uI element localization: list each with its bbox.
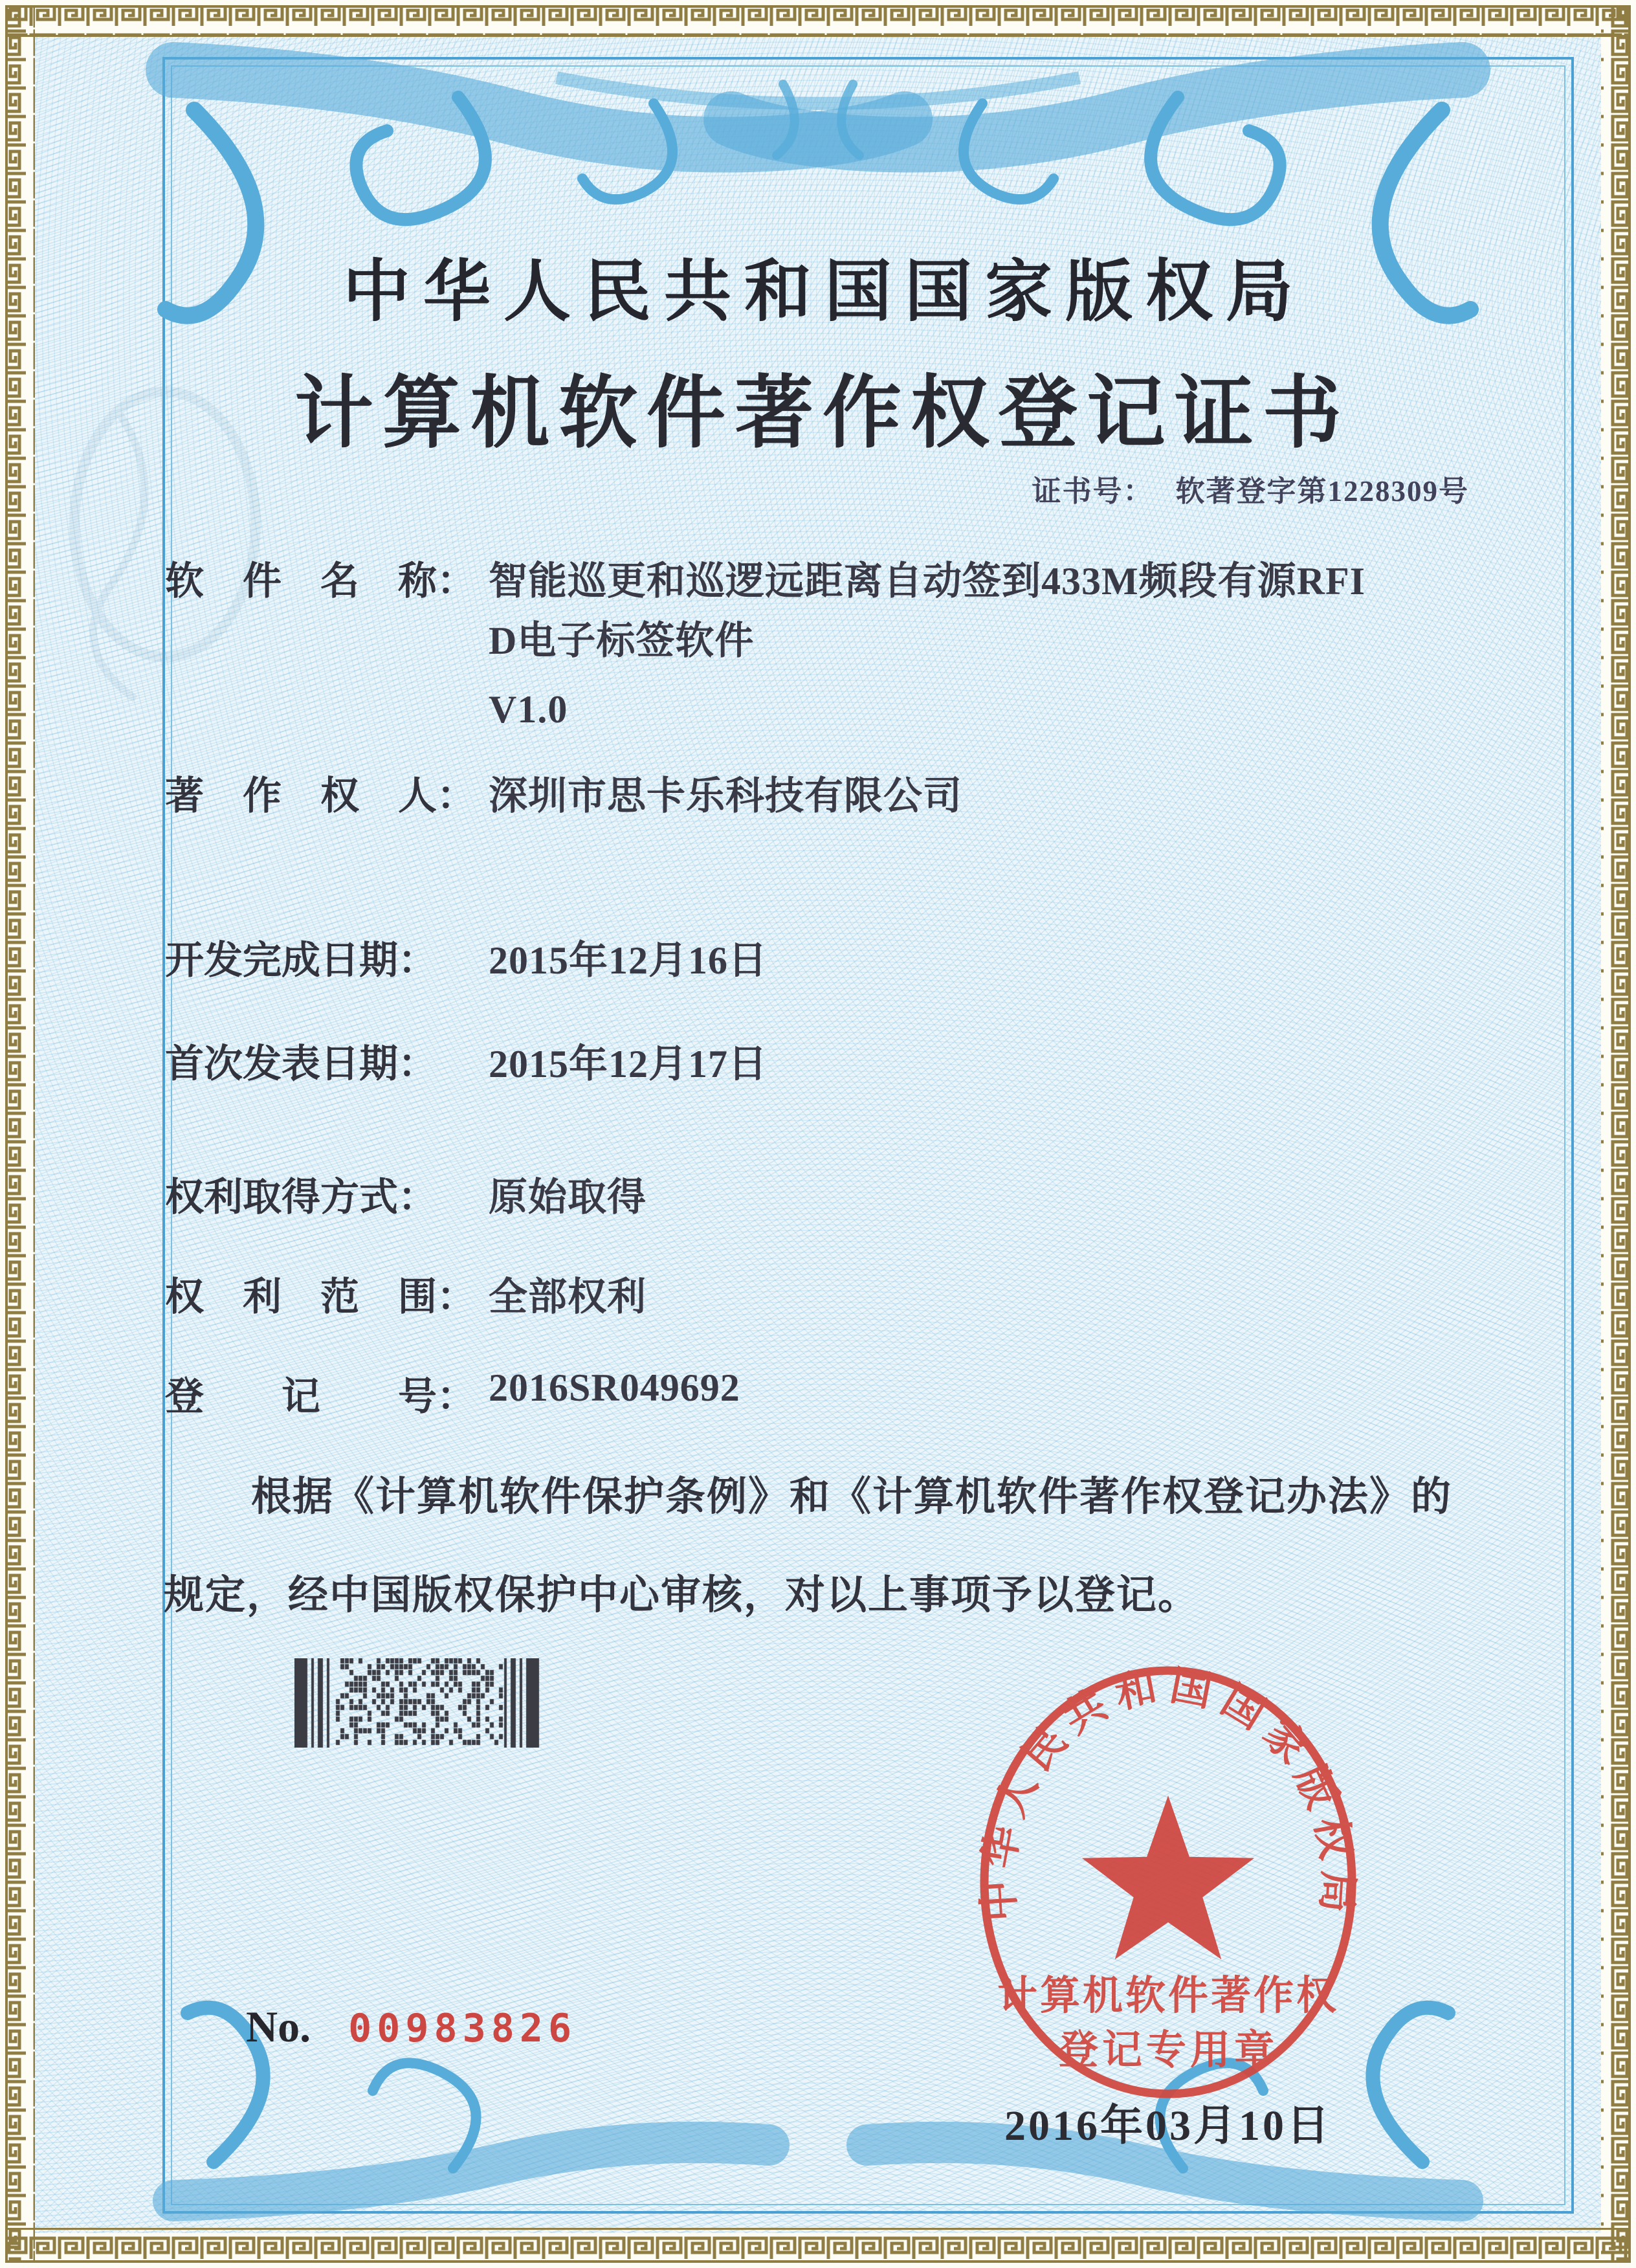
field-label: 软 件 名 称： xyxy=(165,560,476,603)
certificate-number-value: 软著登字第1228309号 xyxy=(1175,475,1469,507)
flourish-top-center xyxy=(557,78,1079,104)
software-version: V1.0 xyxy=(489,688,568,731)
field-value: 原始取得 xyxy=(489,1176,647,1219)
field-value: 2015年12月16日 xyxy=(489,939,768,982)
field-copyright-owner xyxy=(165,765,962,821)
certificate-number-line xyxy=(1032,467,1469,509)
serial-number-value: 00983826 xyxy=(348,2006,577,2051)
seal-text-line1: 计算机软件著作权 xyxy=(997,1974,1340,2018)
greek-key-bottom xyxy=(5,2230,1631,2260)
field-label: 开发完成日期： xyxy=(165,939,437,982)
star-icon xyxy=(1082,1796,1254,1959)
field-first-publication-date xyxy=(165,1033,768,1089)
field-label: 权 利 范 围： xyxy=(165,1276,476,1318)
border-rail-right xyxy=(1628,5,1631,2263)
barcode xyxy=(294,1658,542,1748)
statement-line1: 根据《计算机软件保护条例》和《计算机软件著作权登记办法》的 xyxy=(251,1475,1453,1519)
greek-key-left xyxy=(5,5,35,2263)
certificate-title: 计算机软件著作权登记证书 xyxy=(294,370,1351,458)
border-rail-bottom xyxy=(5,2260,1631,2263)
issuing-authority: 中华人民共和国国家版权局 xyxy=(342,255,1306,329)
field-label: 权利取得方式： xyxy=(165,1176,437,1219)
official-seal xyxy=(967,1658,1369,2111)
seal-date: 2016年03月10日 xyxy=(1004,2102,1332,2150)
seal-arc-text: 中华人民共和国国家版权局 xyxy=(975,1662,1362,1923)
serial-number-label: No. xyxy=(246,2002,311,2051)
field-dev-completion-date xyxy=(165,929,768,985)
seal-text-line2: 登记专用章 xyxy=(1057,2029,1279,2073)
greek-key-right xyxy=(1601,5,1631,2263)
field-value: 深圳市思卡乐科技有限公司 xyxy=(489,775,962,817)
field-software-name xyxy=(165,551,1365,739)
field-label: 登 记 号： xyxy=(165,1375,476,1418)
greek-key-top xyxy=(5,6,1631,36)
field-registration-number xyxy=(165,1366,740,1421)
field-label: 著 作 权 人： xyxy=(165,775,476,817)
statement-line2: 规定，经中国版权保护中心审核，对以上事项予以登记。 xyxy=(164,1573,1200,1618)
border-rail-bottom-inner xyxy=(5,2228,1631,2230)
field-rights-acquisition xyxy=(165,1166,647,1222)
serial-number-line xyxy=(246,2001,577,2052)
field-label: 首次发表日期： xyxy=(165,1043,437,1085)
certificate-number-label: 证书号： xyxy=(1032,475,1154,507)
software-name-line1: 智能巡更和巡逻远距离自动签到433M频段有源RFI xyxy=(489,560,1365,603)
field-value xyxy=(489,551,1365,739)
border-rail-left xyxy=(5,5,8,2263)
field-value: 2015年12月17日 xyxy=(489,1043,768,1085)
registration-number: 2016SR049692 xyxy=(489,1366,740,1409)
software-name-line2: D电子标签软件 xyxy=(489,619,755,662)
field-rights-scope xyxy=(165,1266,647,1322)
field-value: 全部权利 xyxy=(489,1276,647,1318)
